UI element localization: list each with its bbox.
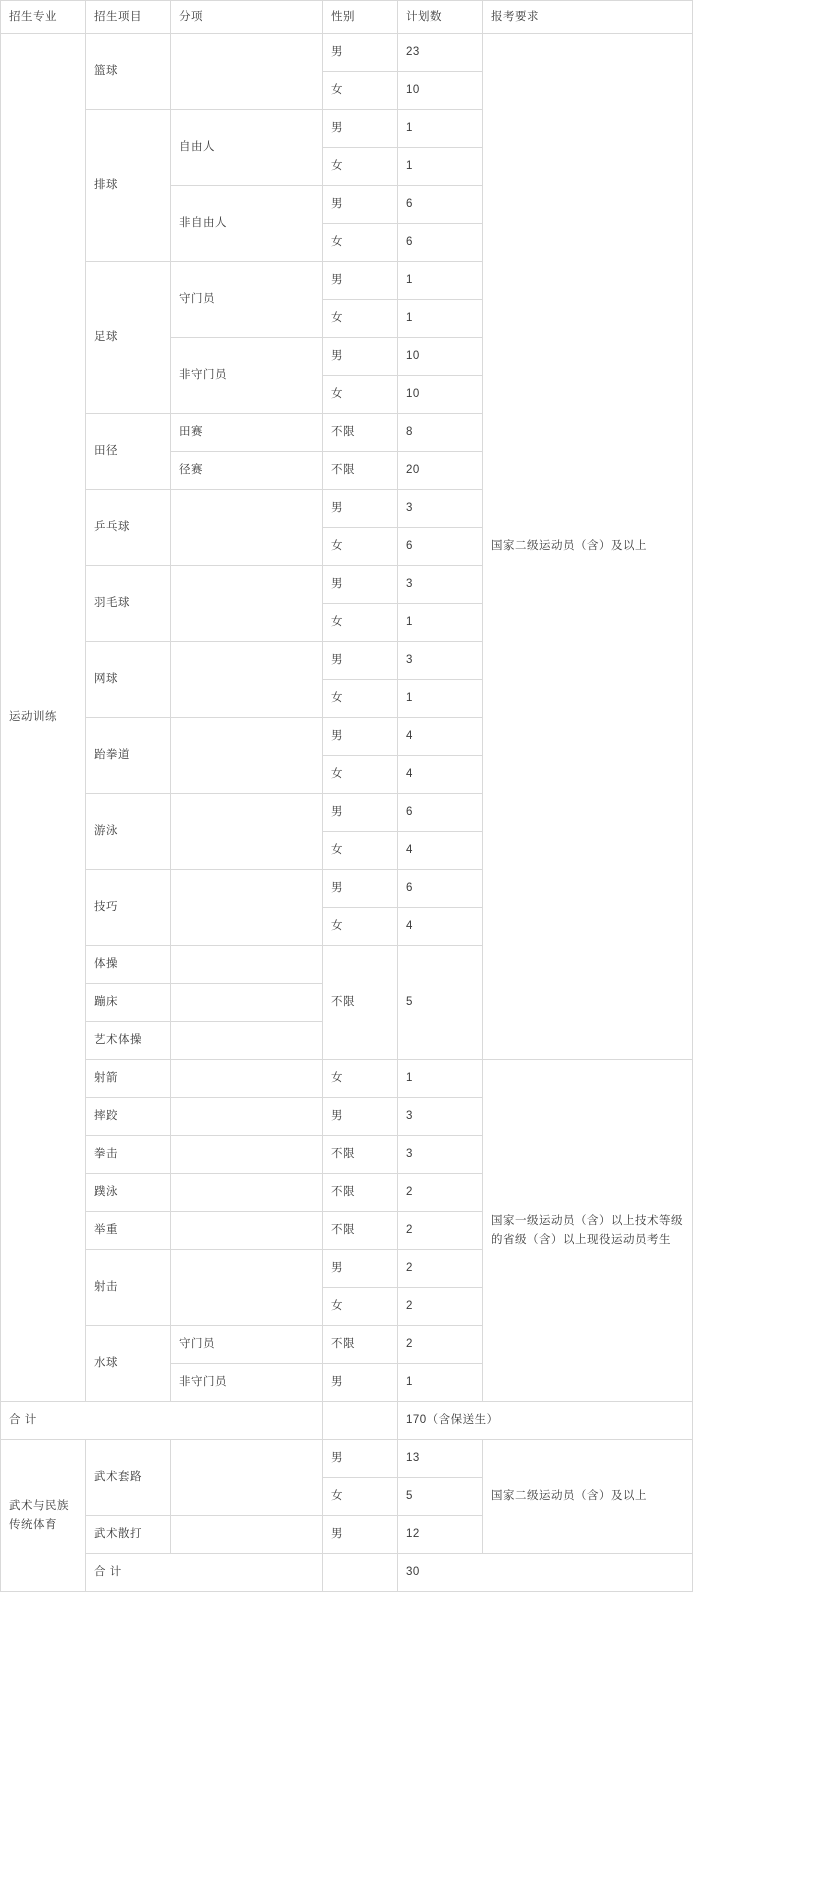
table-row (1, 1060, 693, 1098)
sub-cell (171, 1174, 323, 1212)
plan-cell: 10 (398, 338, 483, 376)
gender-cell: 男 (323, 1516, 398, 1554)
gender-cell: 男 (323, 1250, 398, 1288)
requirement-cell: 国家二级运动员（含）及以上 (483, 1440, 693, 1554)
gender-cell: 不限 (323, 1136, 398, 1174)
item-cell: 射击 (86, 1250, 171, 1326)
sub-cell (171, 1516, 323, 1554)
item-cell: 田径 (86, 414, 171, 490)
item-cell: 武术套路 (86, 1440, 171, 1516)
sub-cell: 非守门员 (171, 338, 323, 414)
gender-cell: 男 (323, 186, 398, 224)
table-row (1, 1440, 693, 1478)
gender-cell: 男 (323, 1098, 398, 1136)
sub-cell: 田赛 (171, 414, 323, 452)
plan-cell: 4 (398, 756, 483, 794)
gender-cell: 男 (323, 490, 398, 528)
plan-cell: 6 (398, 870, 483, 908)
plan-cell: 3 (398, 566, 483, 604)
item-cell: 技巧 (86, 870, 171, 946)
item-cell: 羽毛球 (86, 566, 171, 642)
plan-cell: 1 (398, 110, 483, 148)
item-cell: 足球 (86, 262, 171, 414)
total-label: 合 计 (86, 1554, 323, 1592)
plan-cell: 1 (398, 680, 483, 718)
total-value: 30 (398, 1554, 693, 1592)
requirement-cell: 国家二级运动员（含）及以上 (483, 34, 693, 1060)
sub-cell: 守门员 (171, 262, 323, 338)
sub-cell (171, 984, 323, 1022)
gender-cell: 女 (323, 376, 398, 414)
plan-cell: 5 (398, 1478, 483, 1516)
sub-cell (171, 1136, 323, 1174)
item-cell: 乒乓球 (86, 490, 171, 566)
plan-cell: 6 (398, 794, 483, 832)
total-gender-cell (323, 1554, 398, 1592)
sub-cell: 非自由人 (171, 186, 323, 262)
sub-cell (171, 490, 323, 566)
item-cell: 蹦床 (86, 984, 171, 1022)
header-gender: 性别 (323, 1, 398, 34)
gender-cell: 不限 (323, 1326, 398, 1364)
sub-cell (171, 566, 323, 642)
gender-cell: 女 (323, 832, 398, 870)
sub-cell: 自由人 (171, 110, 323, 186)
sub-cell (171, 1212, 323, 1250)
header-requirement: 报考要求 (483, 1, 693, 34)
item-cell: 网球 (86, 642, 171, 718)
plan-cell: 1 (398, 262, 483, 300)
plan-cell: 4 (398, 832, 483, 870)
gender-cell: 男 (323, 338, 398, 376)
plan-cell: 3 (398, 490, 483, 528)
gender-cell: 女 (323, 528, 398, 566)
table-header-row (1, 1, 693, 34)
major-cell-wushu: 武术与民族传统体育 (1, 1440, 86, 1592)
plan-cell: 2 (398, 1326, 483, 1364)
total-label: 合 计 (1, 1402, 323, 1440)
major-cell-sports-training: 运动训练 (1, 34, 86, 1402)
gender-cell: 女 (323, 1478, 398, 1516)
plan-cell: 2 (398, 1174, 483, 1212)
header-plan: 计划数 (398, 1, 483, 34)
plan-cell: 10 (398, 376, 483, 414)
item-cell: 举重 (86, 1212, 171, 1250)
plan-cell: 6 (398, 224, 483, 262)
plan-cell: 3 (398, 1098, 483, 1136)
plan-cell: 13 (398, 1440, 483, 1478)
gender-cell: 女 (323, 224, 398, 262)
sub-cell (171, 946, 323, 984)
total-gender-cell (323, 1402, 398, 1440)
plan-cell: 1 (398, 148, 483, 186)
gender-cell: 不限 (323, 452, 398, 490)
sub-cell (171, 870, 323, 946)
gender-cell: 女 (323, 1288, 398, 1326)
gender-cell: 不限 (323, 1212, 398, 1250)
requirement-cell: 国家一级运动员（含）以上技术等级的省级（含）以上现役运动员考生 (483, 1060, 693, 1402)
table-total-row (1, 1554, 693, 1592)
sub-cell (171, 1250, 323, 1326)
gender-cell: 女 (323, 604, 398, 642)
plan-cell: 2 (398, 1250, 483, 1288)
sub-cell: 径赛 (171, 452, 323, 490)
gender-cell: 男 (323, 34, 398, 72)
plan-cell: 8 (398, 414, 483, 452)
plan-cell: 1 (398, 604, 483, 642)
plan-cell: 1 (398, 1364, 483, 1402)
item-cell: 射箭 (86, 1060, 171, 1098)
header-sub: 分项 (171, 1, 323, 34)
plan-cell: 1 (398, 1060, 483, 1098)
gender-cell: 女 (323, 756, 398, 794)
gender-cell: 男 (323, 110, 398, 148)
item-cell: 排球 (86, 110, 171, 262)
item-cell: 摔跤 (86, 1098, 171, 1136)
gender-cell: 女 (323, 908, 398, 946)
sub-cell (171, 1060, 323, 1098)
gender-cell: 女 (323, 72, 398, 110)
sub-cell: 非守门员 (171, 1364, 323, 1402)
gender-cell: 女 (323, 300, 398, 338)
plan-cell: 12 (398, 1516, 483, 1554)
gender-cell: 男 (323, 566, 398, 604)
sub-cell (171, 34, 323, 110)
item-cell: 游泳 (86, 794, 171, 870)
table-header (1, 1, 693, 34)
sub-cell (171, 794, 323, 870)
plan-cell: 23 (398, 34, 483, 72)
table-row (1, 34, 693, 72)
item-cell: 水球 (86, 1326, 171, 1402)
item-cell: 蹼泳 (86, 1174, 171, 1212)
gender-cell: 男 (323, 870, 398, 908)
sub-cell (171, 1022, 323, 1060)
table-body (1, 34, 693, 1592)
item-cell: 篮球 (86, 34, 171, 110)
plan-cell: 2 (398, 1212, 483, 1250)
plan-cell: 3 (398, 1136, 483, 1174)
plan-cell: 3 (398, 642, 483, 680)
gender-cell: 女 (323, 680, 398, 718)
plan-cell: 4 (398, 908, 483, 946)
plan-cell: 10 (398, 72, 483, 110)
header-major: 招生专业 (1, 1, 86, 34)
gender-cell: 男 (323, 1364, 398, 1402)
item-cell: 拳击 (86, 1136, 171, 1174)
gender-cell: 男 (323, 642, 398, 680)
gender-cell: 不限 (323, 946, 398, 1060)
item-cell: 艺术体操 (86, 1022, 171, 1060)
plan-cell: 6 (398, 186, 483, 224)
sub-cell (171, 1098, 323, 1136)
total-value: 170（含保送生） (398, 1402, 693, 1440)
plan-cell: 4 (398, 718, 483, 756)
gender-cell: 不限 (323, 414, 398, 452)
gender-cell: 男 (323, 262, 398, 300)
plan-cell: 6 (398, 528, 483, 566)
plan-cell: 2 (398, 1288, 483, 1326)
sub-cell (171, 718, 323, 794)
item-cell: 体操 (86, 946, 171, 984)
gender-cell: 男 (323, 718, 398, 756)
header-item: 招生项目 (86, 1, 171, 34)
plan-cell: 1 (398, 300, 483, 338)
gender-cell: 不限 (323, 1174, 398, 1212)
item-cell: 跆拳道 (86, 718, 171, 794)
sub-cell: 守门员 (171, 1326, 323, 1364)
sub-cell (171, 642, 323, 718)
item-cell: 武术散打 (86, 1516, 171, 1554)
plan-cell: 20 (398, 452, 483, 490)
gender-cell: 女 (323, 1060, 398, 1098)
plan-cell: 5 (398, 946, 483, 1060)
table-total-row (1, 1402, 693, 1440)
gender-cell: 男 (323, 1440, 398, 1478)
sub-cell (171, 1440, 323, 1516)
gender-cell: 女 (323, 148, 398, 186)
gender-cell: 男 (323, 794, 398, 832)
